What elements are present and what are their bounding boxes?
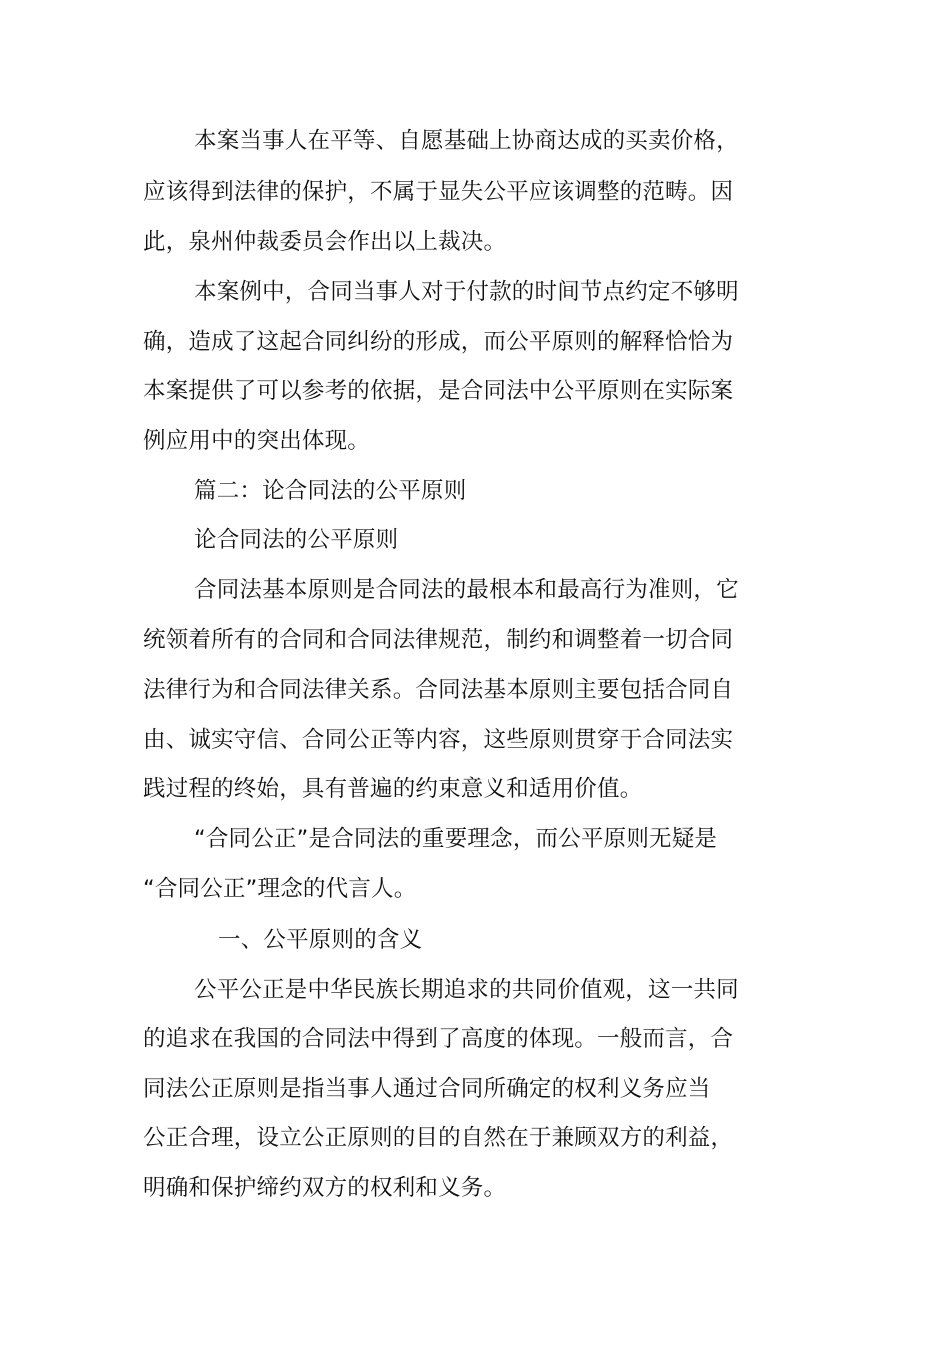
paragraph-line: 的追求在我国的合同法中得到了高度的体现。一般而言，合	[143, 1026, 734, 1052]
paragraph-line: 公正合理，设立公正原则的目的自然在于兼顾双方的利益，	[143, 1125, 734, 1151]
paragraph-line: 统领着所有的合同和合同法律规范，制约和调整着一切合同	[143, 627, 734, 653]
paragraph-line: 公平公正是中华民族长期追求的共同价值观，这一共同	[194, 977, 739, 1003]
paragraph-line: 本案提供了可以参考的依据，是合同法中公平原则在实际案	[143, 378, 734, 404]
paragraph-line: 本案例中，合同当事人对于付款的时间节点约定不够明	[194, 279, 739, 305]
paragraph-line: “合同公正”是合同法的重要理念，而公平原则无疑是	[194, 826, 718, 852]
paragraph-line: 明确和保护缔约双方的权利和义务。	[143, 1175, 507, 1201]
paragraph-line: 同法公正原则是指当事人通过合同所确定的权利义务应当	[143, 1076, 711, 1102]
section-heading: 篇二：论合同法的公平原则	[194, 478, 467, 504]
paragraph-line: 法律行为和合同法律关系。合同法基本原则主要包括合同自	[143, 677, 734, 703]
paragraph-line: 合同法基本原则是合同法的最根本和最高行为准则，它	[194, 577, 739, 603]
paragraph-line: 例应用中的突出体现。	[143, 428, 371, 454]
paragraph-line: “合同公正”理念的代言人。	[143, 876, 417, 902]
subsection-heading: 一、公平原则的含义	[218, 927, 423, 953]
paragraph-line: 本案当事人在平等、自愿基础上协商达成的买卖价格，	[194, 128, 739, 154]
paragraph-line: 践过程的终始，具有普遍的约束意义和适用价值。	[143, 776, 643, 802]
paragraph-line: 确，造成了这起合同纠纷的形成，而公平原则的解释恰恰为	[143, 329, 734, 355]
article-title: 论合同法的公平原则	[194, 527, 399, 553]
paragraph-line: 应该得到法律的保护，不属于显失公平应该调整的范畴。因	[143, 179, 734, 205]
paragraph-line: 此，泉州仲裁委员会作出以上裁决。	[143, 229, 507, 255]
paragraph-line: 由、诚实守信、合同公正等内容，这些原则贯穿于合同法实	[143, 727, 734, 753]
